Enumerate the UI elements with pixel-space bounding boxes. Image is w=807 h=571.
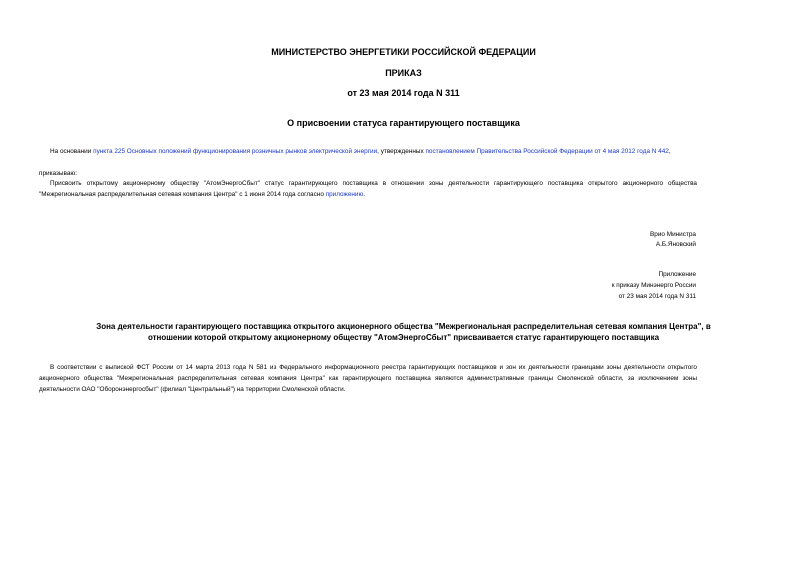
appendix-title-line1: Зона деятельности гарантирующего поставщика открытого акционерного общества "Межрегиональная распределительная сетевая компания Центра", в: [96, 322, 711, 331]
intro-middle: , утвержденных: [377, 148, 426, 155]
intro-suffix: ,: [668, 148, 671, 155]
link-rules-point-225[interactable]: пункта 225 Основных положений функционирования розничных рынков электрической энергии: [93, 148, 378, 155]
signature-position: Врио Министра: [650, 231, 696, 238]
appendix-ref-line3: от 23 мая 2014 года N 311: [618, 293, 696, 300]
appendix-ref-line2: к приказу Минэнерго России: [611, 282, 696, 289]
appendix-body-paragraph: В соответствии с выпиской ФСТ России от 14 марта 2013 года N 581 из Федерального информационного реестра гарантирующих поставщиков и зон их деятельности границами зоны деятельности открытого акционерного общества "Межрегиональная распределительная сетевая компания Центра" как гарантирующего поставщика являются административные границы Смоленской области, за исключением зоны деятельности ОАО "Оборонэнергосбыт" (филиал "Центральный") на территории Смоленской области.: [39, 364, 697, 393]
intro-prefix: На основании: [50, 148, 94, 155]
intro-paragraph: [50, 146, 671, 157]
signature-name: А.Б.Яновский: [655, 241, 696, 248]
doc-date-number: от 23 мая 2014 года N 311: [347, 88, 460, 98]
decision-text: Присвоить открытому акционерному обществу "АтомЭнергоСбыт" статус гарантирующего поставщика в отношении зоны деятельности гарантирующего поставщика открытого акционерного общества "Межрегиональная распределительная сетевая компания Центра" с 1 июня 2014 года согласно: [39, 180, 697, 198]
link-appendix[interactable]: приложению: [325, 191, 364, 198]
order-word: приказываю:: [39, 170, 77, 177]
appendix-ref-line1: Приложение: [658, 271, 696, 278]
ministry-heading: МИНИСТЕРСТВО ЭНЕРГЕТИКИ РОССИЙСКОЙ ФЕДЕРАЦИИ: [271, 47, 536, 57]
decision-end: .: [363, 191, 366, 198]
link-government-resolution-442[interactable]: постановлением Правительства Российской Федерации от 4 мая 2012 года N 442: [425, 148, 669, 155]
decision-paragraph: [39, 178, 697, 200]
doc-subject: О присвоении статуса гарантирующего поставщика: [287, 118, 520, 128]
appendix-title-line2: отношении которой открытому акционерному обществу "АтомЭнергоСбыт" присваивается статус гарантирующего поставщика: [147, 333, 660, 342]
doc-type-heading: ПРИКАЗ: [385, 68, 422, 78]
